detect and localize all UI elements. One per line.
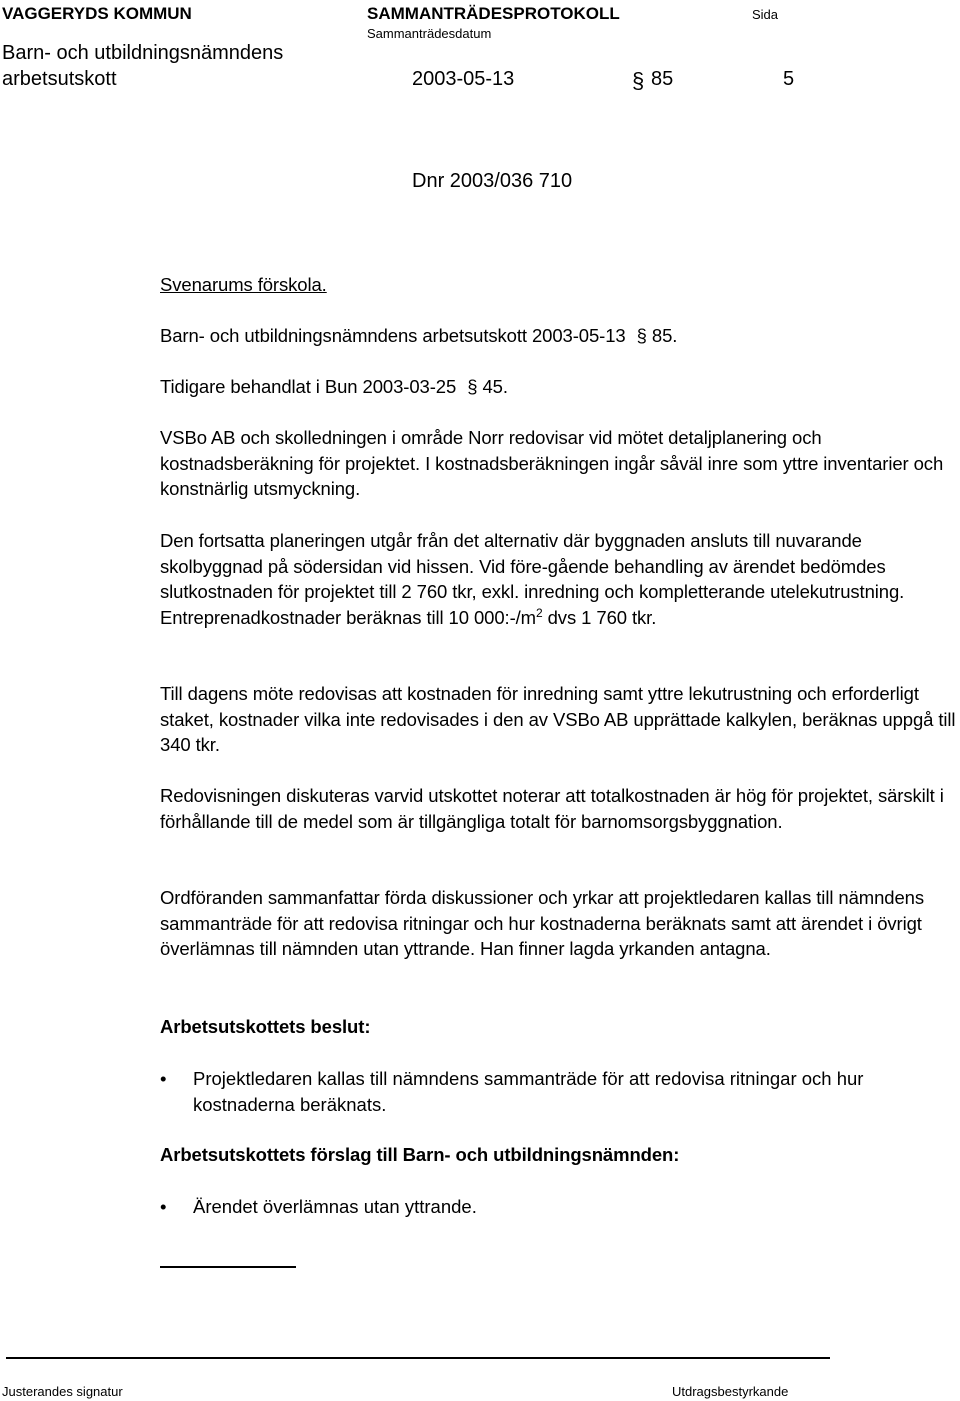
paragraph-2-superscript: 2: [536, 605, 543, 620]
section-symbol: §: [632, 68, 645, 93]
reference-2-symbol: §: [467, 376, 478, 397]
proposal-item: Ärendet överlämnas utan yttrande.: [193, 1196, 477, 1217]
reference-1-text: Barn- och utbildningsnämndens arbetsutskott 2003-05-13: [160, 325, 626, 346]
signature-label: Justerandes signatur: [2, 1384, 123, 1399]
page-number: 5: [783, 68, 795, 90]
paragraph-2-text: Den fortsatta planeringen utgår från det alternativ där byggnaden ansluts till nuvarande skolbyggnad på södersidan vid hissen. Vid före-gående behandling av ärendet bedömdes slutkostnaden för projektet till 2 760 tkr, exkl. inredning och kompletterande utelekutrustning. Entreprenadkostnader beräknas till 10 000:-/m: [160, 530, 905, 628]
paragraph-3: Till dagens möte redovisas att kostnaden för inredning samt yttre lekutrustning och erforderligt staket, kostnader vilka inte redovisades i den av VSBo AB upprättade kalkylen, beräknas uppgå till 340 tkr.: [160, 683, 956, 755]
proposal-bullet: •: [160, 1196, 167, 1217]
extract-label: Utdragsbestyrkande: [672, 1384, 789, 1399]
case-title: Svenarums förskola.: [160, 274, 327, 295]
decision-heading: Arbetsutskottets beslut:: [160, 1016, 371, 1037]
proposal-heading: Arbetsutskottets förslag till Barn- och utbildningsnämnden:: [160, 1144, 680, 1165]
paragraph-4: Redovisningen diskuteras varvid utskottet noterar att totalkostnaden är hög för projektet, särskilt i förhållande till de medel som är tillgängliga totalt för barnomsorgsbyggnation.: [160, 785, 944, 832]
paragraph-2-tail: dvs 1 760 tkr.: [542, 606, 657, 628]
decision-bullet: •: [160, 1068, 167, 1089]
decision-item: Projektledaren kallas till nämndens sammanträde för att redovisa ritningar och hur kostnaderna beräknats.: [193, 1068, 864, 1115]
paragraph-5: Ordföranden sammanfattar förda diskussioner och yrkar att projektledaren kallas till nämndens sammanträde för att redovisa ritningar och hur kostnaderna beräknats samt att ärendet i övrigt överlämnas till nämnden utan yttrande. Han finner lagda yrkanden antagna.: [160, 887, 924, 959]
closing-rule: [160, 1266, 296, 1268]
paragraph-2: [160, 528, 960, 630]
dnr: Dnr 2003/036 710: [412, 170, 573, 192]
committee-name-line2: arbetsutskott: [2, 68, 117, 90]
municipality-name: VAGGERYDS KOMMUN: [2, 4, 192, 23]
reference-2: [160, 374, 960, 400]
footer-rule: [6, 1357, 830, 1359]
document-type: SAMMANTRÄDESPROTOKOLL: [367, 4, 620, 23]
reference-1: [160, 323, 960, 349]
reference-1-symbol: §: [636, 325, 647, 346]
section-number: 85: [651, 68, 674, 90]
case-title-block: [160, 272, 960, 298]
paragraph-1: VSBo AB och skolledningen i område Norr redovisar vid mötet detaljplanering och kostnadsberäkning för projektet. I kostnadsberäkningen ingår såväl inre som yttre inventarier och konstnärlig utsmyckning.: [160, 427, 944, 499]
committee-name-line1: Barn- och utbildningsnämndens: [2, 42, 284, 64]
meeting-date: 2003-05-13: [412, 68, 515, 90]
date-label: Sammanträdesdatum: [367, 26, 492, 41]
reference-1-number: 85.: [651, 325, 678, 346]
page-label: Sida: [752, 7, 779, 22]
reference-2-number: 45.: [482, 376, 508, 397]
reference-2-text: Tidigare behandlat i Bun 2003-03-25: [160, 376, 457, 397]
